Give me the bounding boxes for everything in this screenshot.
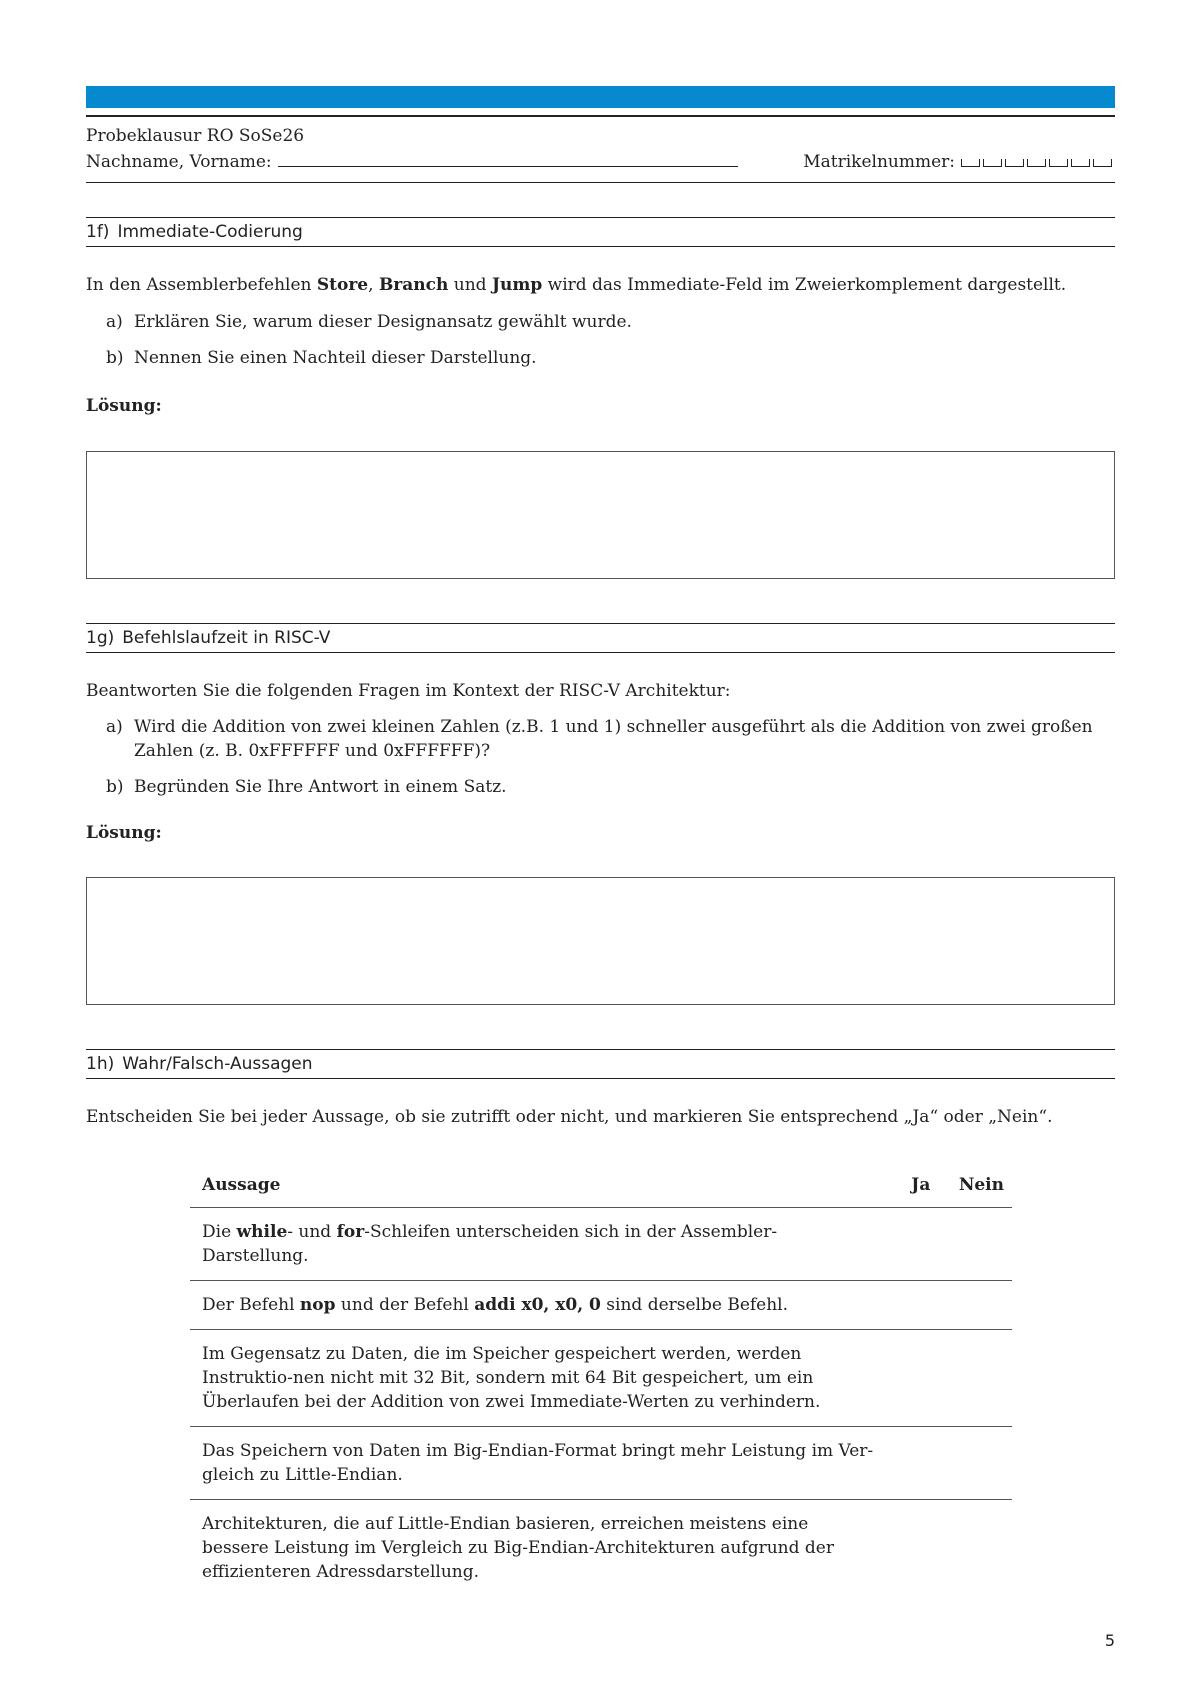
intro-text: und	[448, 275, 492, 295]
task-label: b)	[106, 777, 124, 797]
task-label: b)	[106, 348, 124, 368]
section-intro	[86, 273, 1115, 297]
name-field	[86, 152, 738, 172]
digit-box[interactable]	[1093, 159, 1112, 167]
task-item	[106, 310, 1115, 334]
task-item	[106, 346, 1115, 370]
table-header-row	[190, 1163, 1012, 1208]
header-bottom-rule	[86, 182, 1115, 183]
task-text: Nennen Sie einen Nachteil dieser Darstellung.	[134, 348, 537, 368]
exam-page	[86, 0, 1115, 1684]
header-statement: Aussage	[190, 1163, 891, 1208]
no-cell[interactable]	[951, 1208, 1012, 1281]
digit-box[interactable]	[983, 159, 1002, 167]
no-cell[interactable]	[951, 1500, 1012, 1597]
yes-cell[interactable]	[891, 1500, 951, 1597]
intro-text: ,	[368, 275, 379, 295]
name-label: Nachname, Vorname:	[86, 152, 272, 172]
table-row	[190, 1427, 1012, 1500]
task-item	[106, 715, 1115, 763]
statement-text: Der Befehl	[202, 1295, 300, 1315]
true-false-table	[190, 1163, 1012, 1596]
intro-text: In den Assemblerbefehlen	[86, 275, 317, 295]
digit-box[interactable]	[961, 159, 980, 167]
no-cell[interactable]	[951, 1330, 1012, 1427]
page-number: 5	[1104, 1631, 1115, 1650]
statement-bold: addi x0, x0, 0	[474, 1295, 601, 1315]
table-row	[190, 1500, 1012, 1597]
statement-bold: for	[336, 1222, 365, 1242]
statement-text: -Schleifen unterscheiden sich in der Assembler-Darstellung.	[202, 1222, 778, 1266]
exam-title: Probeklausur RO SoSe26	[86, 126, 305, 146]
yes-cell[interactable]	[891, 1427, 951, 1500]
statement-cell: Das Speichern von Daten im Big-Endian-Format bringt mehr Leistung im Ver-gleich zu Little-Endian.	[190, 1427, 891, 1500]
yes-cell[interactable]	[891, 1281, 951, 1330]
no-cell[interactable]	[951, 1281, 1012, 1330]
table-row	[190, 1208, 1012, 1281]
header-rule	[86, 115, 1115, 117]
section-number: 1h)	[86, 1054, 115, 1074]
task-text: Begründen Sie Ihre Antwort in einem Satz.	[134, 777, 507, 797]
section-title: Immediate-Codierung	[117, 222, 303, 242]
answer-box-1g[interactable]	[86, 877, 1115, 1005]
task-label: a)	[106, 312, 123, 332]
statement-bold: nop	[299, 1295, 336, 1315]
intro-bold-branch: Branch	[378, 275, 449, 295]
section-heading-1g	[86, 623, 1115, 653]
statement-text: sind derselbe Befehl.	[600, 1295, 789, 1315]
task-item	[106, 775, 1115, 799]
section-intro: Entscheiden Sie bei jeder Aussage, ob sie zutrifft oder nicht, und markieren Sie entsprechend „Ja“ oder „Nein“.	[86, 1107, 1053, 1127]
intro-text: wird das Immediate-Feld im Zweierkomplement dargestellt.	[542, 275, 1067, 295]
task-label: a)	[106, 717, 123, 737]
statement-cell	[190, 1208, 891, 1281]
solution-label: Lösung:	[86, 396, 162, 416]
intro-bold-store: Store	[316, 275, 369, 295]
section-number: 1g)	[86, 628, 115, 648]
header-accent-bar	[86, 86, 1115, 108]
section-heading-1f	[86, 217, 1115, 247]
statement-cell: Architekturen, die auf Little-Endian basieren, erreichen meistens eine bessere Leistung im Vergleich zu Big-Endian-Architekturen aufgrund der effizienteren Adressdarstellung.	[202, 1514, 834, 1582]
no-cell[interactable]	[951, 1427, 1012, 1500]
matrikel-digit-boxes[interactable]	[961, 159, 1115, 167]
answer-box-1f[interactable]	[86, 451, 1115, 579]
section-title: Wahr/Falsch-Aussagen	[122, 1054, 313, 1074]
yes-cell[interactable]	[891, 1208, 951, 1281]
task-text: Erklären Sie, warum dieser Designansatz gewählt wurde.	[134, 312, 632, 332]
section-title: Befehlslaufzeit in RISC-V	[122, 628, 331, 648]
task-text: Wird die Addition von zwei kleinen Zahlen (z.B. 1 und 1) schneller ausgeführt als die Addition von zwei großen Zahlen (z. B. 0xFFFFFF und 0xFFFFFF)?	[134, 717, 1093, 761]
name-input-line[interactable]	[278, 152, 738, 167]
intro-bold-jump: Jump	[491, 275, 543, 295]
section-number: 1f)	[86, 222, 110, 242]
statement-text: Die	[202, 1222, 237, 1242]
section-intro: Beantworten Sie die folgenden Fragen im Kontext der RISC-V Architektur:	[86, 681, 731, 701]
digit-box[interactable]	[1027, 159, 1046, 167]
matrikel-field	[803, 152, 1115, 172]
statement-cell	[190, 1281, 891, 1330]
table-row	[190, 1330, 1012, 1427]
digit-box[interactable]	[1005, 159, 1024, 167]
digit-box[interactable]	[1071, 159, 1090, 167]
digit-box[interactable]	[1049, 159, 1068, 167]
table-row	[190, 1281, 1012, 1330]
section-heading-1h	[86, 1049, 1115, 1079]
statement-text: - und	[287, 1222, 337, 1242]
statement-text: und der Befehl	[335, 1295, 475, 1315]
matrikel-label: Matrikelnummer:	[803, 152, 955, 172]
header-no: Nein	[951, 1163, 1012, 1208]
yes-cell[interactable]	[891, 1330, 951, 1427]
solution-label: Lösung:	[86, 823, 162, 843]
header-yes: Ja	[891, 1163, 951, 1208]
statement-cell: Im Gegensatz zu Daten, die im Speicher gespeichert werden, werden Instruktio-nen nicht mit 32 Bit, sondern mit 64 Bit gespeichert, um ein Überlaufen bei der Addition von zwei Immediate-Werten zu verhindern.	[190, 1330, 891, 1427]
statement-bold: while	[236, 1222, 288, 1242]
